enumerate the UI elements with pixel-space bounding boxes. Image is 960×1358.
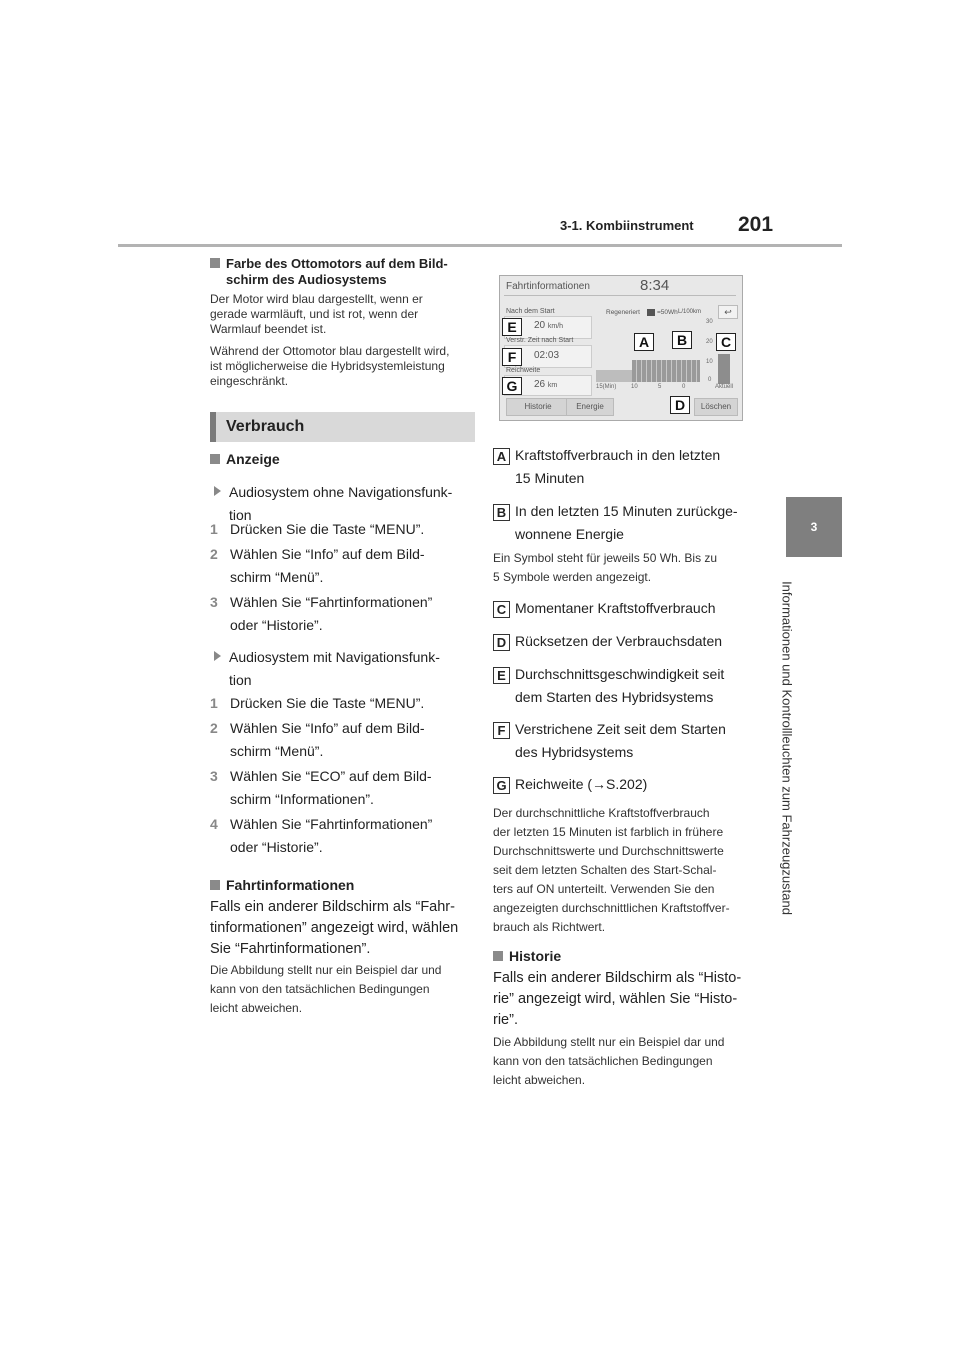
step-text: Drücken Sie die Taste “MENU”. [230,521,425,537]
desc-line: In den letzten 15 Minuten zurückge- [515,503,738,519]
x-tick: 5 [658,384,662,390]
key-box: A [493,448,510,465]
p1-line: Warmlauf beendet ist. [210,322,327,336]
heading-fahrtinformationen [210,877,354,893]
current-consumption-bar [718,354,730,384]
key-box: B [493,504,510,521]
steps-with-navigation [210,692,472,859]
step-text: oder “Historie”. [230,617,323,633]
reset-back-button[interactable] [718,305,738,319]
desc-line: Reichweite (→S.202) [515,776,648,792]
desc-line: Momentaner Kraftstoffverbrauch [515,600,716,616]
heading-historie-text: Historie [509,948,562,964]
note-line: kann von den tatsächlichen Bedingungen [210,982,430,996]
desc-line: 15 Minuten [515,470,585,486]
note-line: 5 Symbole werden angezeigt. [493,570,652,584]
case1-line: Audiosystem ohne Navigationsfunk- [229,484,453,500]
desc-line: Verstrichene Zeit seit dem Starten [515,721,726,737]
p1-line: gerade warmläuft, und ist rot, wenn der [210,307,419,321]
desc-line: Durchschnittsgeschwindigkeit seit [515,666,725,682]
square-bullet-icon [210,454,220,464]
key-box: F [493,722,510,739]
note-line: ters auf ON unterteilt. Verwenden Sie den [493,882,715,896]
step-number: 2 [210,720,218,736]
historie-button[interactable]: Historie [506,398,570,416]
screen-clock: 8:34 [640,277,670,294]
aktuell-label: Aktuell [715,384,734,390]
step-text: Drücken Sie die Taste “MENU”. [230,695,425,711]
key-box: G [493,777,510,794]
note-line: angezeigten durchschnittlichen Kraftstoffver- [493,901,730,915]
range-unit: km [547,382,558,389]
note-line: Ein Symbol steht für jeweils 50 Wh. Bis zu [493,551,718,565]
desc-a [493,444,763,490]
fahrt-line: Falls ein anderer Bildschirm als “Fahr- [210,899,455,915]
heading-anzeige-text: Anzeige [226,451,280,467]
header-rule [118,244,842,247]
speed-number: 20 [534,320,546,331]
callout-f: F [502,348,522,366]
desc-line: Rücksetzen der Verbrauchsdaten [515,633,723,649]
step-number: 2 [210,546,218,562]
p2-line: eingeschränkt. [210,374,289,388]
return-arrow-icon: ↩ [724,307,732,317]
paragraph-2 [210,344,472,389]
screen-title: Fahrtinformationen [506,281,590,292]
desc-c [493,597,763,620]
desc-line: dem Starten des Hybridsystems [515,689,714,705]
step-text: Wählen Sie “ECO” auf dem Bild- [230,768,432,784]
desc-g [493,773,763,796]
callout-d: D [670,396,690,414]
trip-info-screen [499,275,743,421]
heading-fahrt-text: Fahrtinformationen [226,877,355,893]
y-tick: 20 [706,339,713,345]
note-line: seit dem letzten Schalten des Start-Schal- [493,863,717,877]
note-line: leicht abweichen. [210,1001,303,1015]
key-box: E [493,667,510,684]
historie-paragraph [493,968,765,1031]
hist-line: rie”. [493,1012,518,1028]
regen-label: Regeneriert [606,309,640,316]
case1-line: tion [229,507,252,523]
desc-e [493,663,763,709]
note-line: der letzten 15 Minuten ist farblich in frühere [493,825,724,839]
nach-dem-start-label: Nach dem Start [506,308,555,315]
callout-e: E [502,318,522,336]
triangle-bullet-icon [214,651,221,661]
heading-historie [493,948,561,964]
p2-line: ist möglicherweise die Hybridsystemleistung [210,359,445,373]
section-title-verbrauch: Verbrauch [226,418,305,435]
step-text: oder “Historie”. [230,839,323,855]
key-box: C [493,601,510,618]
fahrt-line: Sie “Fahrtinformationen”. [210,941,371,957]
step-number: 1 [210,695,218,711]
desc-f [493,718,763,764]
step-text: Wählen Sie “Info” auf dem Bild- [230,720,425,736]
battery-icon [647,309,655,316]
square-bullet-icon [210,258,220,268]
callout-g: G [502,377,522,395]
engine-color-subhead [210,256,472,288]
step-text: schirm “Menü”. [230,569,324,585]
avg-note [493,804,765,937]
regen-value: =50Wh [657,309,678,316]
section-title: 3-1. Kombiinstrument [560,218,694,233]
history-bars-left [596,370,632,382]
desc-b [493,500,763,546]
callout-a: A [634,333,654,351]
chapter-tab: 3 [786,497,842,557]
desc-line: Kraftstoffverbrauch in den letzten [515,447,721,463]
elapsed-label: Verstr. Zeit nach Start [506,337,574,344]
desc-d [493,630,763,653]
x-tick: 0 [682,384,686,390]
p2-line: Während der Ottomotor blau dargestellt wird, [210,344,450,358]
speed-value [534,320,563,331]
historie-note [493,1033,765,1090]
step-text: schirm “Menü”. [230,743,324,759]
desc-line: des Hybridsystems [515,744,634,760]
y-tick: 30 [706,319,713,325]
subhead-line1: Farbe des Ottomotors auf dem Bild- [226,256,448,271]
note-line: Der durchschnittliche Kraftstoffverbrauch [493,806,710,820]
fahrt-line: tinformationen” angezeigt wird, wählen [210,920,459,936]
step-number: 3 [210,594,218,610]
range-value [534,379,557,390]
square-bullet-icon [210,880,220,890]
hist-line: rie” angezeigt wird, wählen Sie “Histo- [493,991,738,1007]
callout-c: C [716,333,736,351]
note-line: Die Abbildung stellt nur ein Beispiel dar und [493,1035,725,1049]
paragraph-1 [210,292,472,337]
range-number: 26 [534,379,546,390]
x-tick: 10 [631,384,638,390]
note-line: brauch als Richtwert. [493,920,606,934]
step-text: Wählen Sie “Info” auf dem Bild- [230,546,425,562]
case2-line: Audiosystem mit Navigationsfunk- [229,649,440,665]
step-number: 3 [210,768,218,784]
y-tick: 10 [706,359,713,365]
loeschen-button[interactable]: Löschen [694,398,738,416]
energie-button[interactable]: Energie [566,398,614,416]
steps-without-navigation [210,518,472,637]
fahrt-note [210,961,475,1018]
step-text: Wählen Sie “Fahrtinformationen” [230,594,433,610]
chapter-title [767,560,807,935]
desc-line: wonnene Energie [515,526,624,542]
fahrt-paragraph [210,897,475,960]
chapter-title-text: Informationen und Kontrollleuchten zum Fahrzeugzustand [779,580,795,915]
step-text: schirm “Informationen”. [230,791,374,807]
history-bars [632,360,700,382]
section-bar-verbrauch [210,412,475,442]
square-bullet-icon [493,951,503,961]
hist-line: Falls ein anderer Bildschirm als “Histo- [493,970,742,986]
unit-label: L/100km [678,309,702,315]
subhead-line2: schirm des Audiosystems [226,272,387,287]
page-number: 201 [738,213,774,236]
note-line: Die Abbildung stellt nur ein Beispiel dar und [210,963,442,977]
note-line: leicht abweichen. [493,1073,586,1087]
y-tick: 0 [708,377,712,383]
range-label: Reichweite [506,367,541,374]
key-box: D [493,634,510,651]
note-line: Durchschnittswerte und Durchschnittswerte [493,844,724,858]
b-note [493,549,763,587]
p1-line: Der Motor wird blau dargestellt, wenn er [210,292,423,306]
elapsed-value: 02:03 [534,350,560,361]
heading-anzeige [210,451,280,467]
case-with-navigation [214,646,474,692]
speed-unit: km/h [547,323,564,330]
triangle-bullet-icon [214,486,221,496]
case2-line: tion [229,672,252,688]
note-line: kann von den tatsächlichen Bedingungen [493,1054,713,1068]
step-number: 4 [210,816,218,832]
step-number: 1 [210,521,218,537]
callout-b: B [672,331,692,349]
step-text: Wählen Sie “Fahrtinformationen” [230,816,433,832]
x-tick: 15(Min) [596,384,617,390]
